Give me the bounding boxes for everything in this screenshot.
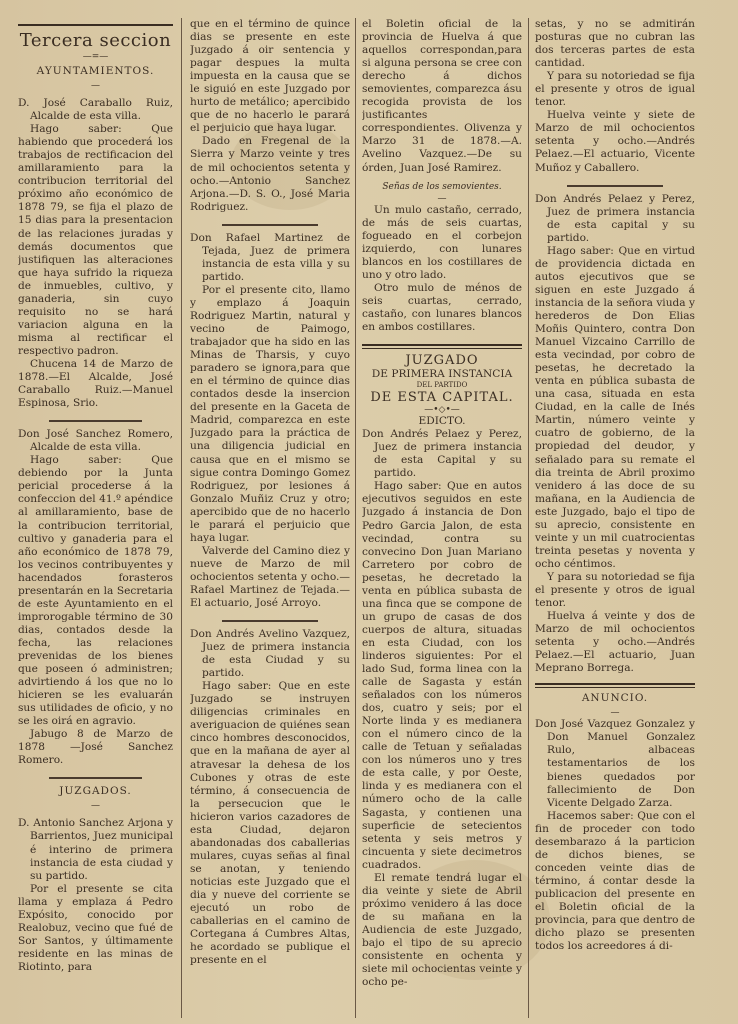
notice-tejada-body: Por el presente cito, llamo y emplazo á Joaquin Rodriguez Martin, natural y vecino de Paimogo, trabajador que ha sido en las Minas de Tharsis, y cuyo paradero se ignora,para que en el término de quince dias contados desde la insercion del presente en la Gaceta de Madrid, comparezca en este Juzgado para la práctica de una diligencia judicial en causa que en el mismo se sigue contra Domingo Gomez Rodriguez, por lesiones á Gonzalo Muñiz Cruz y otro; apercibido que de no hacerlo le parará el perjuicio que haya lugar. — [190, 283, 350, 544]
ornament-dash: —=— — [82, 52, 109, 62]
notice-pelaez-body: Hago saber: Que en autos ejecutivos seguidos en este Juzgado á instancia de Don Pedro Garcia Jalon, de esta vecindad, contra su convecino Don Juan Mariano Carretero por cobro de pesetas, he decretado la venta en pública subasta de una finca que se compone de un grupo de casas de dos cuerpos de altura, situadas en esta Ciudad, con los linderos siguientes: Por el lado Sud, forma linea con la calle de Sagasta y están señalados con los números dos, cuatro y seis; por el Norte linda y es medianera con el número cinco de la calle de Tetuan y señaladas con los números uno y tres de esta calle, y por Oeste, linda y es medianera con el número ocho de la calle Sagasta, y contienen una superficie de setecientos setenta y seis metros y cincuenta y siete decimetros cuadrados. — [362, 480, 522, 871]
notice-arjona-cont: que en el término de quince dias se presente en este Juzgado á oir sentencia y pagar despues la multa impuesta en la causa que se le siguió en este Juzgado por hurto de metálico; apercibido que de no hacerlo le parará el perjuicio que haya lugar. — [190, 18, 350, 135]
separator — [49, 420, 142, 422]
notice-arjona-close: Dado en Fregenal de la Sierra y Marzo veinte y tres de mil ochocientos setenta y ocho.—Antonio Sanchez Arjona.—D. S. O., José Maria Rodriguez. — [190, 135, 350, 213]
ornament-dash: — — [437, 193, 447, 204]
ornament-dash: — — [610, 708, 620, 719]
heading-anuncio: ANUNCIO. — [581, 692, 649, 705]
separator — [222, 224, 318, 226]
notice-vazquez-cont: el Boletin oficial de la provincia de Huelva á que aquellos correspondan,para si alguna persona se cree con derecho á dichos semovientes, comparezca ásu recogida provista de los justificantes correspondientes. Olivenza y Marzo 31 de 1878.—A. Avelino Vazquez.—De su órden, Juan José Ramirez. — [362, 18, 522, 174]
notice-pelaez-cont: setas, y no se admitirán posturas que no cubran las dos terceras partes de esta cantidad. — [535, 18, 695, 70]
notice-caraballo-name: D. José Caraballo Ruiz, Alcalde de esta villa. — [18, 97, 173, 123]
heading-ayuntamientos: AYUNTAMIENTOS. — [36, 65, 155, 77]
notice-pelaez2-close: Huelva á veinte y dos de Marzo de mil ochocientos setenta y ocho.—Andrés Pelaez.—El actuario, Juan Meprano Borrega. — [535, 610, 695, 675]
heading-juzgado: JUZGADO — [405, 353, 479, 369]
heading-edicto: EDICTO. — [418, 415, 466, 428]
notice-pelaez-close: Huelva veinte y siete de Marzo de mil ochocientos setenta y ocho.—Andrés Pelaez.—El actuario, Vicente Muñoz y Caballero. — [535, 109, 695, 174]
separator-double — [535, 683, 695, 688]
heading-primera-instancia: DE PRIMERA INSTANCIA — [371, 368, 513, 381]
notice-sanchez-name: Don José Sanchez Romero, Alcalde de esta villa. — [18, 428, 173, 454]
senas-mulo-1: Un mulo castaño, cerrado, de más de seis cuartas, fogueado en el corbejon izquierdo, con lunares blancos en los costillares de uno y otro lado. — [362, 203, 522, 281]
notice-anuncio-body: Hacemos saber: Que con el fin de proceder con todo desembarazo á la particion de dichos bienes, se conceden veinte dias de término, á contar desde la publicacion del presente en el Boletin oficial de la provincia, para que dentro de dicho plazo se presenten todos los acreedores á di- — [535, 809, 695, 953]
separator — [49, 777, 142, 779]
notice-vazquez-name: Don Andrés Avelino Vazquez, Juez de primera instancia de esta Ciudad y su partido. — [190, 628, 350, 680]
column-4 — [535, 18, 695, 1018]
ornament-dash: — — [91, 81, 100, 92]
notice-pelaez2-body: Hago saber: Que en virtud de providencia dictada en autos ejecutivos que se siguen en este Juzgado á instancia de la señora viuda y herederos de Don Elias Moñis Quintero, contra Don Manuel Vizcaino Carrillo de esta vecindad, por cobro de pesetas, he decretado la venta en pública subasta de una casa, situada en esta Ciudad, en la calle de Inés Martin, número veinte y cuatro de gobierno, de la propiedad del deudor, y señalado para su remate el dia treinta de Abril proximo venidero á las doce de su mañana, en la Audiencia de este Juzgado, bajo el tipo de su aprecio, consistente en veinte y un mil cuatrocientas treinta pesetas y noventa y ocho céntimos. — [535, 244, 695, 570]
heading-juzgados: JUZGADOS. — [59, 785, 132, 798]
column-divider — [355, 18, 356, 1018]
column-divider — [528, 18, 529, 1018]
heading-esta-capital: DE ESTA CAPITAL. — [370, 390, 514, 406]
notice-sanchez-body: Hago saber: Que debiendo por la Junta pericial procederse á la confeccion del 41.º apéndice al amillaramiento, base de la contribucion territorial, cultivo y ganaderia para el año económico de 1878 79, los vecinos contribuyentes y hacendados forasteros presentarán en la Secretaria de este Ayuntamiento en el improrogable término de 30 dias, contados desde la fecha, las relaciones prevenidas de los bienes que poseen ó administren; advirtiendo á los que no lo hicieren se les evaluarán sus utilidades de oficio, y no se les oirá en agravio. — [18, 454, 173, 728]
separator-double — [362, 344, 522, 349]
notice-pelaez-body-2: El remate tendrá lugar el dia veinte y siete de Abril próximo venidero á las doce de su mañana en la Audiencia de este Juzgado, bajo el tipo de su aprecio consistente en ochenta y siete mil ochocientas veinte y ocho pe- — [362, 871, 522, 989]
column-1 — [18, 18, 173, 1018]
notice-pelaez2-notice: Y para su notoriedad se fija el presente y otros de igual tenor. — [535, 570, 695, 610]
notice-arjona-name: D. Antonio Sanchez Arjona y Barrientos, Juez municipal é interino de primera instancia de esta ciudad y su partido. — [18, 817, 173, 882]
notice-pelaez-name: Don Andrés Pelaez y Perez, Juez de primera instancia de esta Capital y su partido. — [362, 428, 522, 480]
heading-del-partido: DEL PARTIDO — [416, 381, 468, 390]
column-3 — [362, 18, 522, 1018]
separator — [222, 620, 318, 622]
notice-pelaez-notice: Y para su notoriedad se fija el presente y otros de igual tenor. — [535, 70, 695, 109]
notice-tejada-close: Valverde del Camino diez y nueve de Marzo de mil ochocientos setenta y ocho.—Rafael Martinez de Tejada.—El actuario, José Arroyo. — [190, 544, 350, 610]
senas-mulo-2: Otro mulo de ménos de seis cuartas, cerrado, castaño, con lunares blancos en ambos costillares. — [362, 281, 522, 334]
notice-caraballo-close: Chucena 14 de Marzo de 1878.—El Alcalde, José Caraballo Ruiz.—Manuel Espinosa, Srio. — [18, 357, 173, 410]
section-title: Tercera seccion — [19, 30, 172, 51]
ornament-dash: — — [91, 801, 100, 812]
notice-anuncio-name: Don José Vazquez Gonzalez y Don Manuel Gonzalez Rulo, albaceas testamentarios de los bienes quedados por fallecimiento de Don Vicente Delgado Zarza. — [535, 718, 695, 809]
notice-sanchez-close: Jabugo 8 de Marzo de 1878 —José Sanchez Romero. — [18, 728, 173, 767]
column-divider — [181, 18, 182, 1018]
notice-arjona-body: Por el presente se cita llama y emplaza á Pedro Expósito, conocido por Realobuz, vecino que fué de Sor Santos, y últimamente residente en las minas de Riotinto, para — [18, 882, 173, 973]
heading-senas: Señas de los semovientes. — [382, 181, 502, 192]
column-2 — [190, 18, 350, 1018]
notice-pelaez2-name: Don Andrés Pelaez y Perez, Juez de primera instancia de esta capital y su partido. — [535, 192, 695, 244]
notice-tejada-name: Don Rafael Martinez de Tejada, Juez de primera instancia de esta villa y su partido. — [190, 231, 350, 283]
ornament-dash: —•◇•— — [424, 405, 460, 416]
separator — [567, 185, 663, 187]
top-rule — [18, 24, 173, 26]
notice-caraballo-body: Hago saber: Que habiendo que procederá los trabajos de rectificacion del amillaramiento para la contribucion territorial del próximo año económico de 1878 79, se fija el plazo de 15 dias para la presentacion de las relaciones juradas y demás documentos que justifiquen las alteraciones que haya sufrido la riqueza de inmuebles, cultivo, y ganaderia, sin cuyo requisito no se hará variacion alguna en la misma al rectificar el respectivo padron. — [18, 123, 173, 357]
notice-vazquez-body: Hago saber: Que en este Juzgado se instruyen diligencias criminales en averiguacion de quiénes sean cinco hombres desconocidos, que en la mañana de ayer al atravesar la dehesa de los Cubones y otras de este término, á consecuencia de la persecucion que le hicieron varios cazadores de esta Ciudad, dejaron abandonadas dos caballerias mulares, cuyas señas al final se anotan, y teniendo noticias este Juzgado que el dia y nueve del corriente se ejecutó un robo de caballerias en el camino de Cortegana á Cumbres Altas, he acordado se publique el presente en el — [190, 680, 350, 967]
